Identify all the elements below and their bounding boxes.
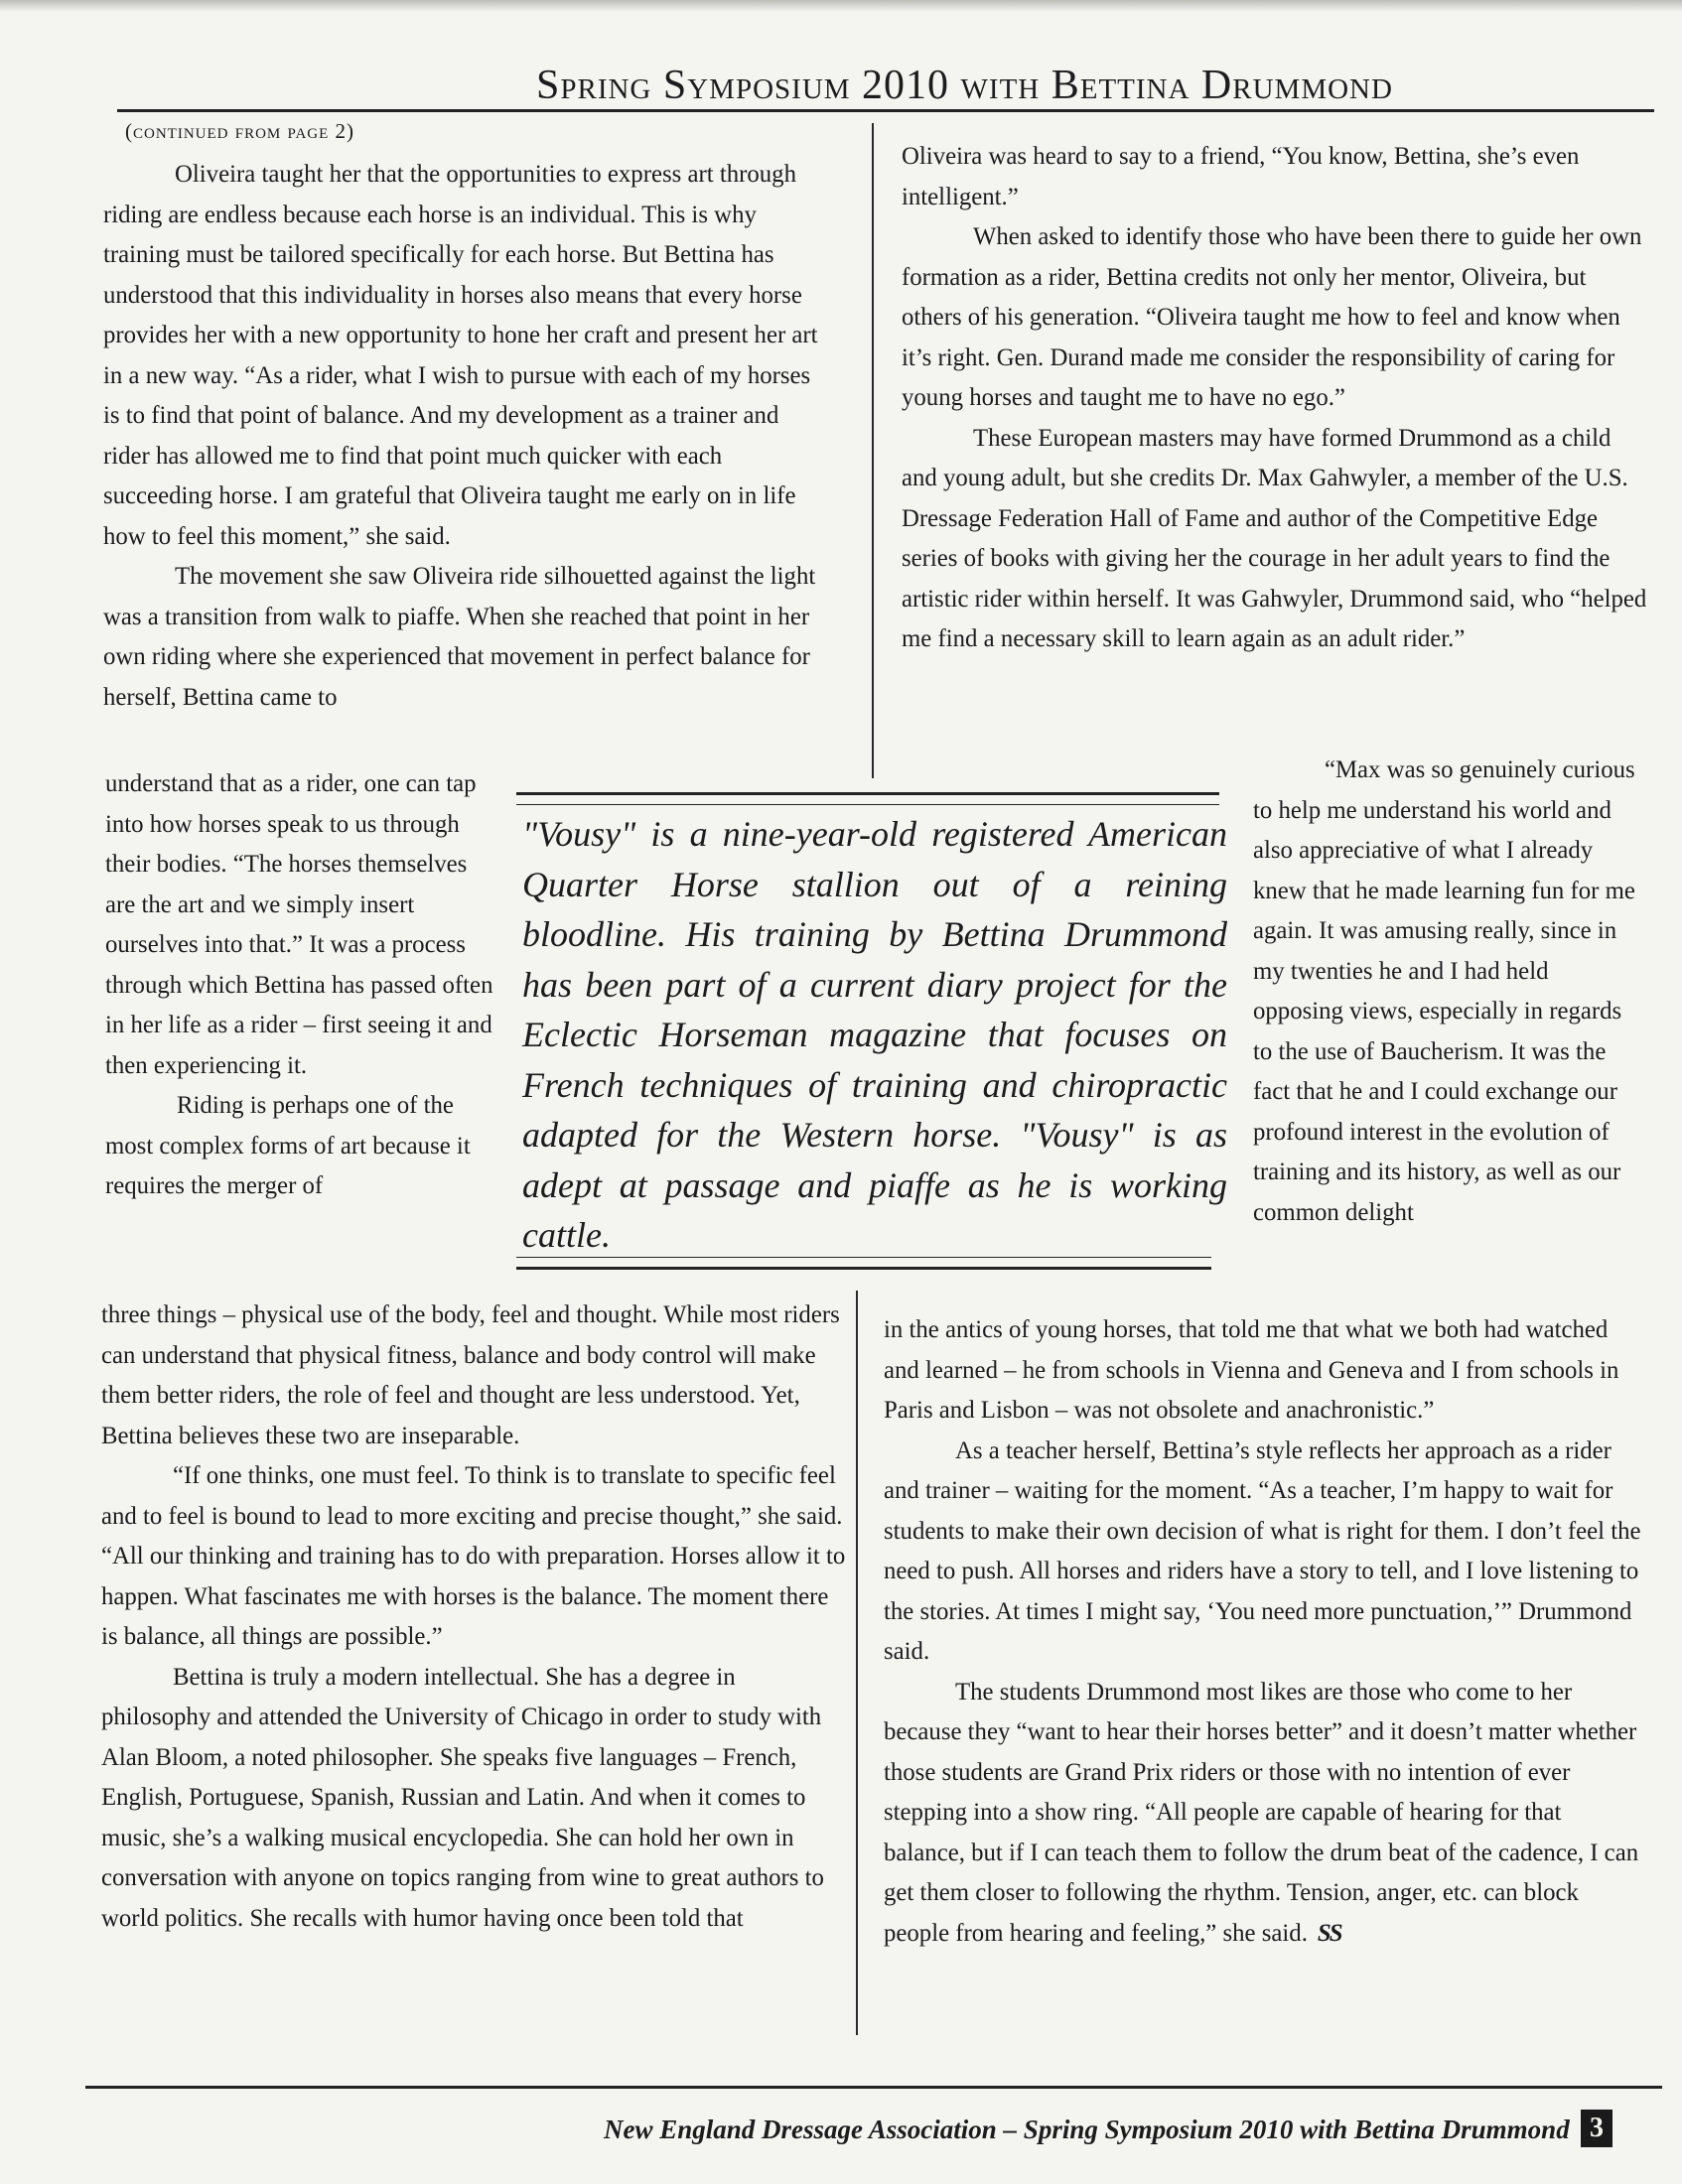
footer-rule	[85, 2086, 1662, 2089]
end-of-article-mark: SS	[1317, 1919, 1341, 1947]
column-rule-top	[872, 123, 874, 778]
right-column-bottom	[884, 1310, 1642, 1954]
paragraph: Oliveira taught her that the opportunities to express art through riding are endless because each horse is an individual. This is why training must be tailored specifically for each horse. But Bettina has understood that this individuality in horses also means that every horse provides her with a new opportunity to hone her craft and present her art in a new way. “As a rider, what I wish to pursue with each of my horses is to find that point of balance. And my development as a trainer and rider has allowed me to find that point much quicker with each succeeding horse. I am grateful that Oliveira taught me early on in life how to feel this moment,” she said.	[103, 161, 818, 550]
footer-text: New England Dressage Association – Spring Symposium 2010 with Bettina Drummond	[604, 2115, 1570, 2144]
paragraph: Bettina is truly a modern intellectual. She has a degree in philosophy and attended the University of Chicago in order to study with Alan Bloom, a noted philosopher. She speaks five languages – French, English, Portuguese, Spanish, Russian and Latin. And when it comes to music, she’s a walking musical encyclopedia. She can hold her own in conversation with anyone on topics ranging from wine to great authors to world politics. She recalls with humor having once been told that	[101, 1663, 824, 1932]
paragraph: These European masters may have formed Drummond as a child and young adult, but she credits Dr. Max Gahwyler, a member of the U.S. Dressage Federation Hall of Fame and author of the Competitive Edge series of books with giving her the courage in her adult years to find the artistic rider within herself. It was Gahwyler, Drummond said, who “helped me find a necessary skill to learn again as an adult rider.”	[902, 424, 1647, 652]
paragraph: As a teacher herself, Bettina’s style reflects her approach as a rider and trainer – waiting for the moment. “As a teacher, I’m happy to wait for students to make their own decision of what is right for them. I don’t feel the need to push. All horses and riders have a story to tell, and I love listening to the stories. At times I might say, ‘You need more punctuation,’” Drummond said.	[884, 1436, 1641, 1665]
column-rule-bottom	[856, 1291, 858, 2035]
paragraph-text: The students Drummond most likes are those who come to her because they “want to hear their horses better” and it doesn’t matter whether those students are Grand Prix riders or those with no intention of ever stepping into a show ring. “All people are capable of hearing for that balance, but if I can teach them to follow the drum beat of the cadence, I can get them closer to following the rhythm. Tension, anger, etc. can block people from hearing and feeling,” she said.	[884, 1678, 1639, 1947]
paragraph: Oliveira was heard to say to a friend, “You know, Bettina, she’s even intelligent.”	[902, 143, 1580, 210]
paragraph: “If one thinks, one must feel. To think is to translate to specific feel and to feel is bound to lead to more exciting and precise thought,” she said. “All our thinking and training has to do with preparation. Horses allow it to happen. What fascinates me with horses is the balance. The moment there is balance, all things are possible.”	[101, 1462, 846, 1650]
right-column-top	[902, 137, 1648, 660]
header-rule	[117, 109, 1654, 112]
left-column-narrow	[105, 764, 502, 1207]
paragraph: Riding is perhaps one of the most complex forms of art because it requires the merger of	[105, 1092, 471, 1199]
page-title: Spring Symposium 2010 with Bettina Drummond	[536, 63, 1393, 108]
pull-quote: "Vousy" is a nine-year-old registered American Quarter Horse stallion out of a reining bloodline. His training by Bettina Drummond has been part of a current diary project for the Eclectic Horseman magazine that focuses on French techniques of training and chiropractic adapted for the Western horse. "Vousy" is as adept at passage and piaffe as he is working cattle.	[522, 814, 1227, 1255]
right-column-narrow	[1253, 751, 1640, 1233]
paragraph: When asked to identify those who have been there to guide her own formation as a rider, Bettina credits not only her mentor, Oliveira, but others of his generation. “Oliveira taught me how to feel and know when it’s right. Gen. Durand made me consider the responsibility of caring for young horses and taught me to have no ego.”	[902, 223, 1642, 411]
continued-note: (continued from page 2)	[125, 119, 355, 143]
paragraph: The movement she saw Oliveira ride silhouetted against the light was a transition from walk to piaffe. When she reached that point in her own riding where she experienced that movement in perfect balance for herself, Bettina came to	[103, 563, 816, 711]
paragraph: understand that as a rider, one can tap into how horses speak to us through their bodies. “The horses themselves are the art and we simply insert ourselves into that.” It was a process through which Bettina has passed often in her life as a rider – first seeing it and then experiencing it.	[105, 770, 493, 1079]
paragraph: in the antics of young horses, that told me that what we both had watched and learned – he from schools in Vienna and Geneva and I from schools in Paris and Lisbon – was not obsolete and anachronistic.”	[884, 1316, 1619, 1424]
left-column-top	[103, 155, 828, 718]
page-number: 3	[1581, 2110, 1612, 2147]
paragraph	[884, 1673, 1642, 1955]
pull-quote-rule-bottom	[516, 1257, 1211, 1270]
paragraph: three things – physical use of the body, feel and thought. While most riders can understand that physical fitness, balance and body control will make them better riders, the role of feel and thought are less understood. Yet, Bettina believes these two are inseparable.	[101, 1301, 840, 1449]
page-top-edge	[0, 0, 1682, 12]
paragraph: “Max was so genuinely curious to help me understand his world and also appreciative of what I already knew that he made learning fun for me again. It was amusing really, since in my twenties he and I had held opposing views, especially in regards to the use of Baucherism. It was the fact that he and I could exchange our profound interest in the evolution of training and its history, as well as our common delight	[1253, 756, 1635, 1226]
pull-quote-rule-top	[516, 792, 1219, 805]
left-column-bottom	[101, 1296, 846, 1939]
